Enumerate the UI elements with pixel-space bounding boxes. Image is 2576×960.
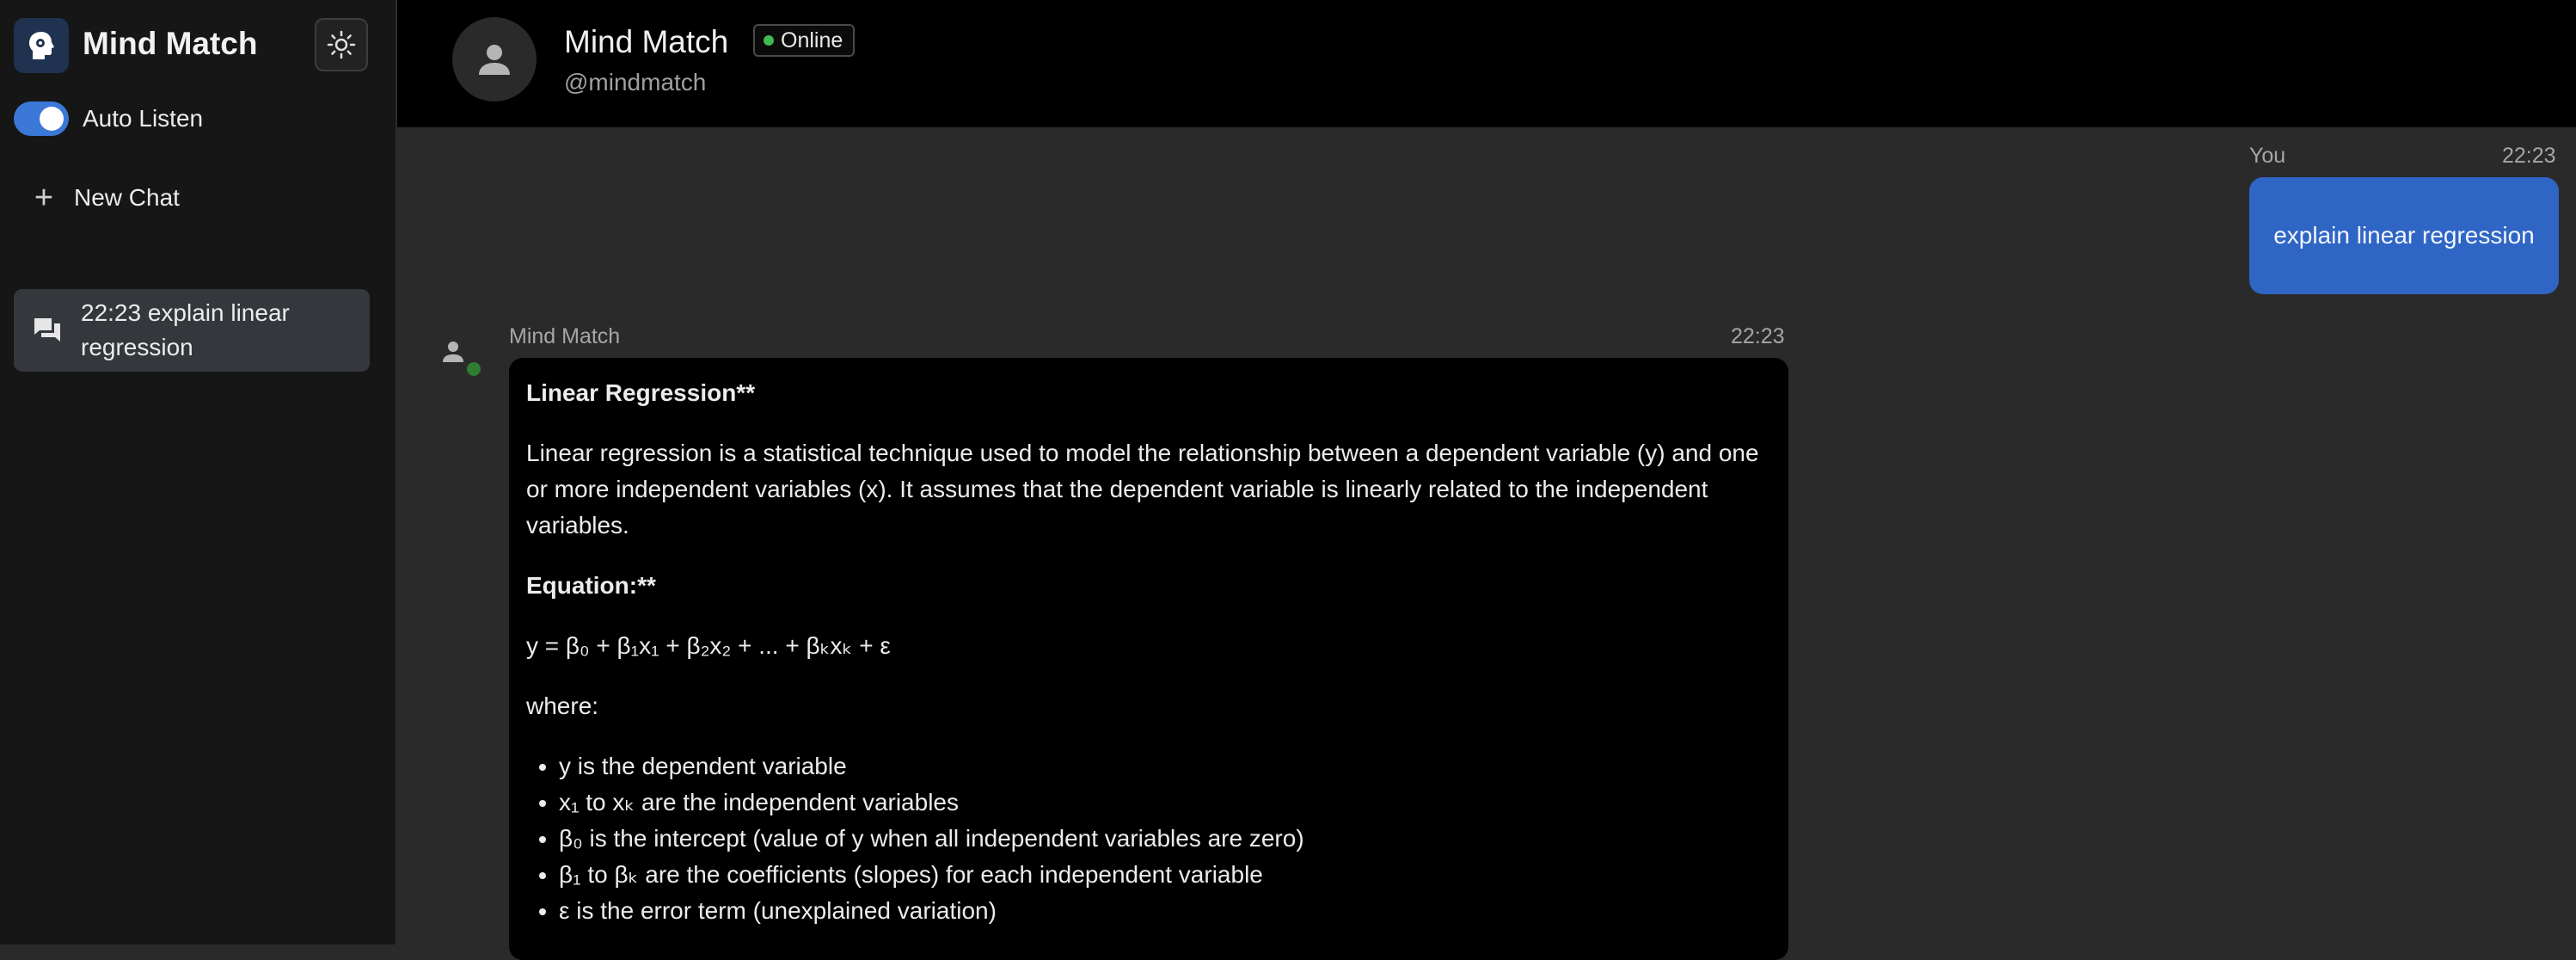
where-label: where: <box>526 692 599 719</box>
user-message-text: explain linear regression <box>2273 222 2535 249</box>
list-item: • x₁ to xₖ are the independent variables <box>559 785 1771 821</box>
list-item: • y is the dependent variable <box>559 748 1771 785</box>
sun-icon <box>327 30 356 59</box>
online-indicator <box>464 360 483 378</box>
user-sender: You <box>2249 144 2286 168</box>
new-chat-label: New Chat <box>74 184 180 211</box>
app-title: Mind Match <box>83 26 258 61</box>
plus-icon: + <box>34 179 54 216</box>
user-message-bubble <box>2249 177 2559 294</box>
message-paragraph: Linear regression is a statistical technique used to model the relationship between a dependent variable (y) and one or more independent variables (x). It assumes that the dependent variable is linearly related to the independent variables. <box>526 440 1759 538</box>
contact-handle: @mindmatch <box>564 69 707 95</box>
contact-name: Mind Match <box>564 24 729 59</box>
list-item: • β₀ is the intercept (value of y when all independent variables are zero) <box>559 821 1771 857</box>
list-item: • ε is the error term (unexplained variation) <box>559 893 1771 929</box>
new-chat-button[interactable] <box>14 167 368 229</box>
bot-message-bubble <box>509 358 1788 960</box>
equation-text: y = β₀ + β₁x₁ + β₂x₂ + ... + βₖxₖ + ε <box>526 632 891 659</box>
status-badge <box>753 24 855 57</box>
sidebar <box>0 0 397 945</box>
user-timestamp: 22:23 <box>2502 144 2556 168</box>
auto-listen-toggle[interactable] <box>14 102 69 136</box>
theme-toggle-button[interactable] <box>315 18 368 71</box>
chat-header <box>397 0 2576 129</box>
avatar <box>452 17 537 102</box>
bot-timestamp: 22:23 <box>1731 324 1785 348</box>
chat-history-label: 22:23 explain linear regression <box>81 299 290 360</box>
person-icon <box>440 339 466 365</box>
toggle-knob <box>40 107 64 131</box>
chat-bubbles-icon <box>14 317 81 344</box>
definition-list <box>526 748 1771 929</box>
auto-listen-label: Auto Listen <box>83 105 204 132</box>
bot-sender: Mind Match <box>509 324 621 348</box>
message-heading: Linear Regression** <box>526 379 756 406</box>
chat-history-item[interactable] <box>14 289 370 372</box>
list-item: • β₁ to βₖ are the coefficients (slopes) for each independent variable <box>559 857 1771 893</box>
online-dot-icon <box>764 35 774 46</box>
equation-heading: Equation:** <box>526 572 656 599</box>
person-icon <box>474 39 515 80</box>
brain-head-icon <box>14 18 69 73</box>
status-text: Online <box>781 28 843 52</box>
